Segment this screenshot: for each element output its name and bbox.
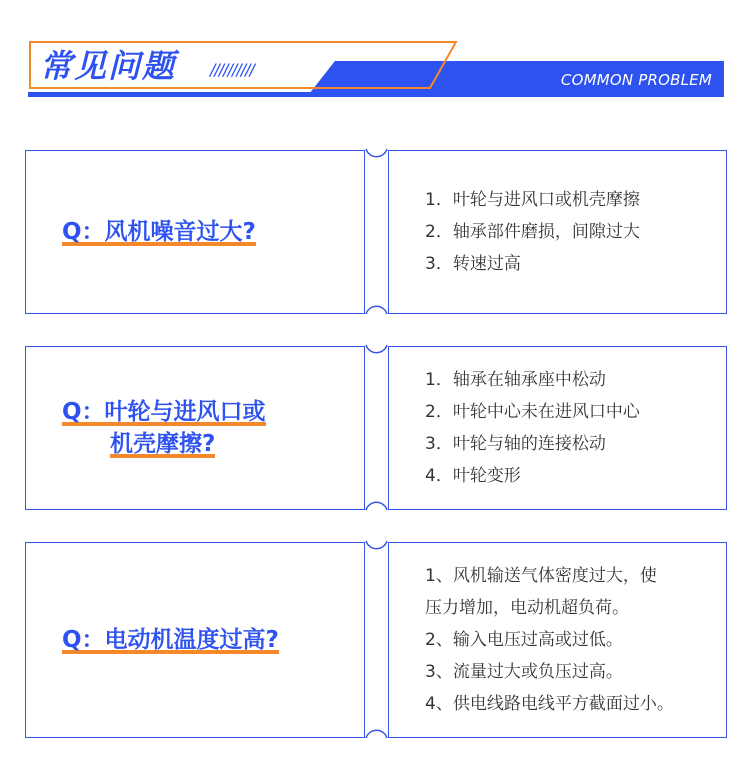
box-connector: [365, 346, 388, 510]
faq-item: [25, 542, 727, 738]
answer-item: 压力增加，电动机超负荷。: [425, 598, 629, 618]
answer-item: 2、输入电压过高或过低。: [425, 630, 623, 650]
answer-list: [425, 184, 714, 280]
answer-list: [425, 364, 714, 492]
question-text: [62, 216, 350, 248]
question-text: [62, 624, 350, 656]
answer-item: 4、供电线路电线平方截面过小。: [425, 694, 674, 714]
box-connector: [365, 150, 388, 314]
answer-item: 2．轴承部件磨损，间隙过大: [425, 222, 640, 242]
question-text: [62, 396, 350, 460]
question-box: [25, 346, 365, 510]
question-box: [25, 150, 365, 314]
answer-list: [425, 560, 714, 720]
answer-item: 1．叶轮与进风口或机壳摩擦: [425, 190, 640, 210]
faq-item: [25, 150, 727, 314]
answer-item: 4．叶轮变形: [425, 466, 521, 486]
answer-box: [388, 150, 727, 314]
question-line: Q：电动机温度过高?: [62, 627, 279, 653]
question-box: [25, 542, 365, 738]
question-line: Q：叶轮与进风口或: [62, 399, 266, 425]
page-subtitle: COMMON PROBLEM: [560, 71, 712, 89]
answer-box: [388, 346, 727, 510]
question-line: 机壳摩擦?: [110, 431, 216, 457]
faq-item: [25, 346, 727, 510]
answer-item: 2．叶轮中心未在进风口中心: [425, 402, 640, 422]
question-line: Q：风机噪音过大?: [62, 219, 256, 245]
answer-item: 1．轴承在轴承座中松动: [425, 370, 606, 390]
decorative-slashes: //////////: [210, 60, 254, 79]
box-connector: [365, 542, 388, 738]
answer-item: 3．叶轮与轴的连接松动: [425, 434, 606, 454]
answer-item: 3、流量过大或负压过高。: [425, 662, 623, 682]
answer-box: [388, 542, 727, 738]
answer-item: 3．转速过高: [425, 254, 521, 274]
section-header: [0, 0, 750, 110]
answer-item: 1、风机输送气体密度过大，使: [425, 566, 657, 586]
page-title: 常见问题: [40, 47, 177, 85]
